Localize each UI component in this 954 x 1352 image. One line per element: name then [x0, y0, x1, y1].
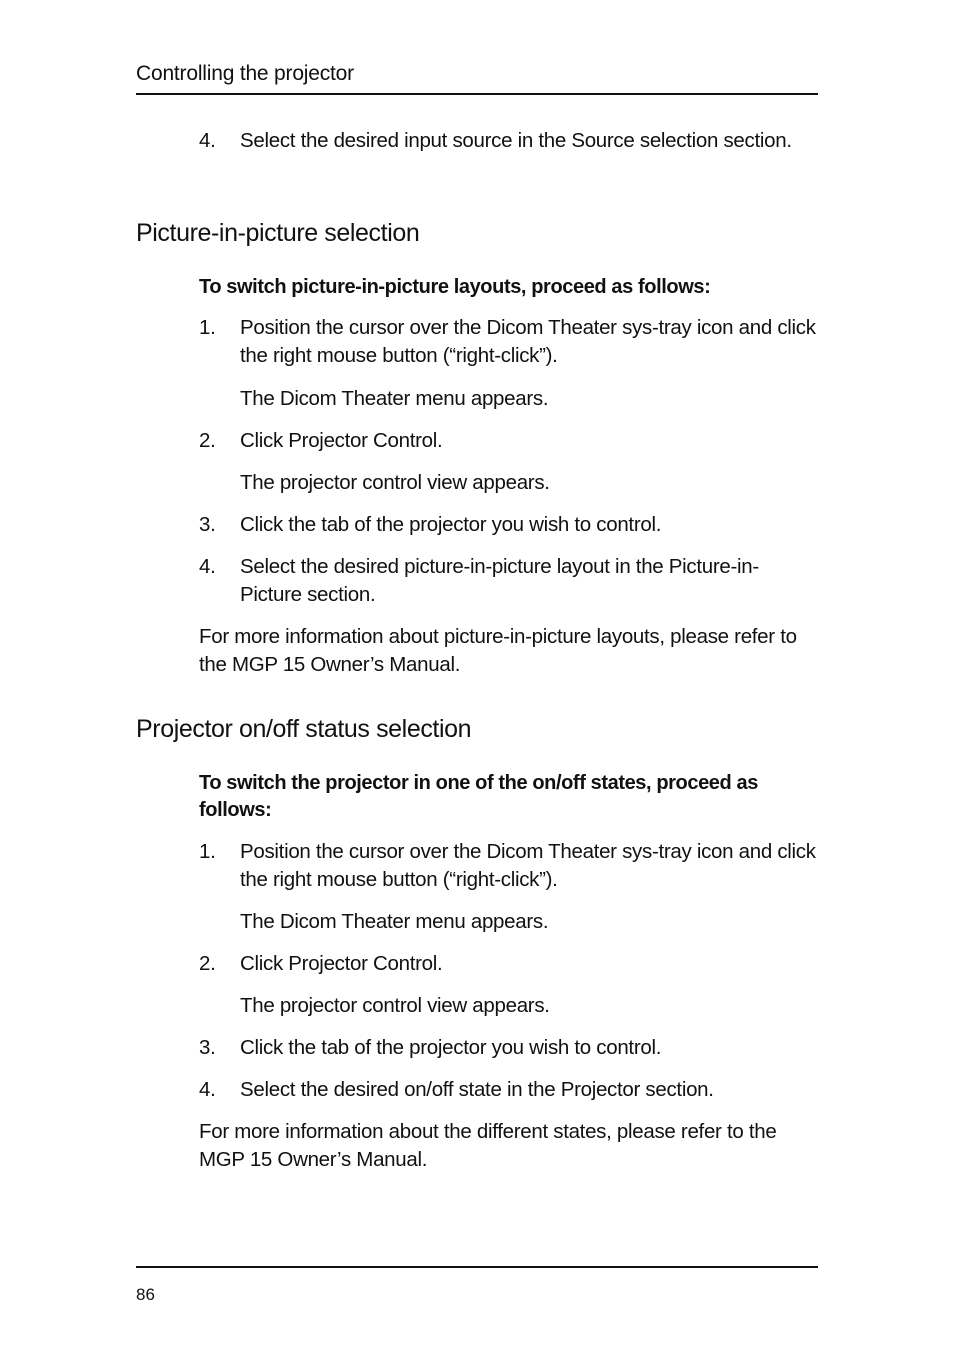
step-number: 3. — [199, 513, 216, 536]
section-heading-power: Projector on/off status selection — [136, 715, 472, 743]
pip-step-1-result: The Dicom Theater menu appears. — [240, 387, 549, 410]
section-heading-pip: Picture-in-picture selection — [136, 219, 420, 247]
step-text: Select the desired on/off state in the Projector section. — [240, 1078, 714, 1101]
header-rule — [136, 93, 818, 95]
step-text: Click Projector Control. — [240, 429, 443, 452]
power-step-3 — [199, 1034, 819, 1062]
step-number: 2. — [199, 429, 216, 452]
pip-footnote: For more information about picture-in-picture layouts, please refer to the MGP 15 Owner’s Manual. — [199, 625, 797, 676]
power-footnote: For more information about the different states, please refer to the MGP 15 Owner’s Manual. — [199, 1120, 777, 1171]
step-text: Click Projector Control. — [240, 952, 443, 975]
pip-step-1 — [199, 314, 819, 370]
power-step-2-result: The projector control view appears. — [240, 994, 550, 1017]
power-step-1-result: The Dicom Theater menu appears. — [240, 910, 549, 933]
power-step-2 — [199, 950, 819, 978]
step-number: 4. — [199, 1078, 216, 1101]
step-number: 4. — [199, 129, 216, 152]
procedure-heading-power: To switch the projector in one of the on/off states, proceed as follows: — [199, 772, 758, 821]
step-text: Select the desired input source in the Source selection section. — [240, 129, 792, 152]
footer-rule — [136, 1266, 818, 1268]
pip-step-3 — [199, 511, 819, 539]
step-number: 3. — [199, 1036, 216, 1059]
step-text: Click the tab of the projector you wish to control. — [240, 513, 662, 536]
step-text: Position the cursor over the Dicom Theater sys-tray icon and click the right mouse button (“right-click”). — [240, 316, 816, 367]
pip-step-2 — [199, 427, 819, 455]
step-4-source-selection — [199, 127, 819, 155]
step-number: 4. — [199, 555, 216, 578]
step-number: 1. — [199, 840, 216, 863]
step-text: Click the tab of the projector you wish to control. — [240, 1036, 662, 1059]
power-step-4 — [199, 1076, 819, 1104]
running-header: Controlling the projector — [136, 62, 354, 85]
procedure-heading-pip: To switch picture-in-picture layouts, proceed as follows: — [199, 276, 711, 298]
page-number: 86 — [136, 1285, 155, 1304]
pip-step-2-result: The projector control view appears. — [240, 471, 550, 494]
step-text: Position the cursor over the Dicom Theater sys-tray icon and click the right mouse button (“right-click”). — [240, 840, 816, 891]
power-step-1 — [199, 838, 819, 894]
step-number: 1. — [199, 316, 216, 339]
pip-step-4 — [199, 553, 819, 609]
step-text: Select the desired picture-in-picture layout in the Picture-in-Picture section. — [240, 555, 759, 606]
step-number: 2. — [199, 952, 216, 975]
